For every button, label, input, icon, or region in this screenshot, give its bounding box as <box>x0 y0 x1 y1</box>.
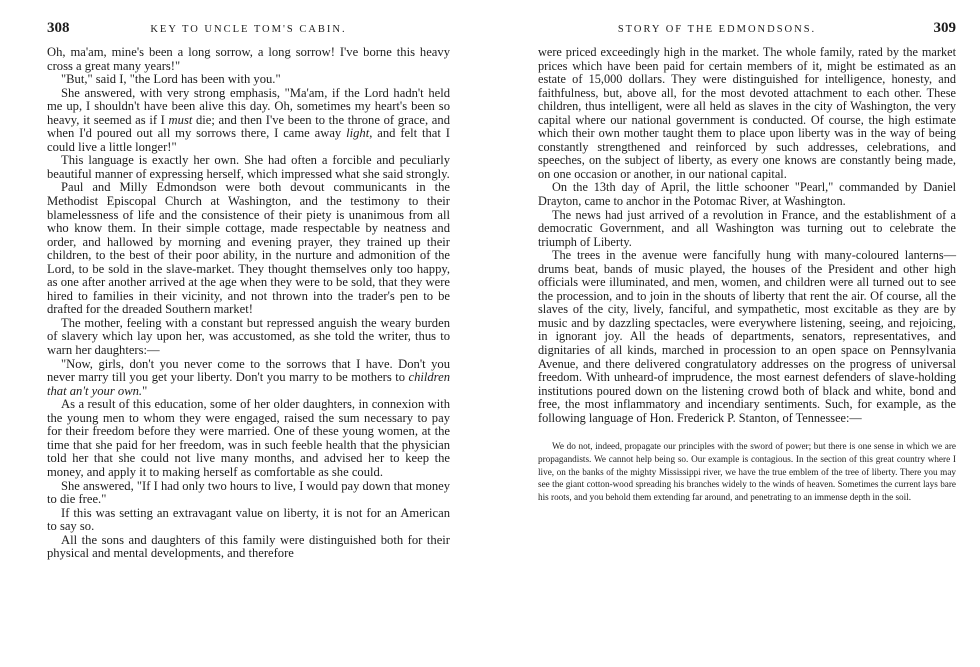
paragraph: If this was setting an extravagant value on liberty, it is not for an American to say so. <box>47 505 450 534</box>
right-page <box>490 0 980 667</box>
left-page-header <box>47 20 450 40</box>
paragraph: The mother, feeling with a constant but repressed anguish the weary burden of slavery which lay upon her, was accustomed, as she told the writer, thus to warn her daughters:— <box>47 315 450 358</box>
paragraph: Oh, ma'am, mine's been a long sorrow, a long sorrow! I've borne this heavy cross a great many years!" <box>47 45 450 73</box>
quotation-text: We do not, indeed, propagate our principles with the sword of power; but there is one sense in which we are propagandists. We cannot help being so. Our example is contagious. In the section of this great country where I live, on the banks of the mighty Mississippi river, we have the true emblem of the tree of liberty. There you may see the giant cotton-wood spreading his branches widely to the winds of heaven. Sometimes the current lays bare his roots, and you behold them extending far around, and penetrating to an immense depth in the soil. <box>538 441 956 503</box>
block-quotation <box>538 440 956 504</box>
paragraph: The trees in the avenue were fancifully hung with many-coloured lanterns—drums beat, bands of music played, the houses of the President and other high officials were illuminated, and men, women, and children were all turned out to see the procession, and to join in the shouts of liberty that rent the air. Of course, all the slaves of the city, lively, fanciful, and sympathetic, most excitable as they are by music and by dazzling spectacles, were everywhere listening, seeing, and rejoicing, in ignorant joy. All the heads of departments, senators, representatives, and dignitaries of all kinds, marched in procession to an open space on Pennsylvania Avenue, and there delivered congratulatory addresses on the progress of universal freedom. With unheard-of imprudence, the most earnest defenders of slave-holding institutions poured down on the listening crowd both of black and white, bond and free, the most inflammatory and incendiary sentiments. Such, for example, as the following language of Hon. Frederick P. Stanton, of Tennessee:— <box>538 248 956 425</box>
right-page-header <box>538 20 956 40</box>
paragraph: were priced exceedingly high in the market. The whole family, rated by the market prices which have been paid for certain members of it, might be estimated as an estate of 15,000 dollars. They were distinguished for intelligence, honesty, and faithfulness, but, above all, for the most devoted attachment to each other. These children, thus intelligent, were all held as slaves in the city of Washington, the very capital where our national government is conducted. Of course, the high estimate which their own mother taught them to place upon liberty was in the way of being constantly strengthened and reinforced by such addresses, celebrations, and speeches, on the subject of liberty, as every one knows are constantly being made, on one occasion or another, in our national capital. <box>538 45 956 181</box>
paragraph: She answered, with very strong emphasis, "Ma'am, if the Lord hadn't held me up, I shouldn't have been alive this day. Oh, sometimes my heart's been so heavy, it seemed as if I must die; and then I've been to the throne of grace, and when I'd poured out all my sorrows there, I came away light, and felt that I could live a little longer!" <box>47 85 450 154</box>
paragraph: All the sons and daughters of this family were distinguished both for their physical and mental developments, and therefore <box>47 532 450 561</box>
paragraph: As a result of this education, some of her older daughters, in connexion with the young men to whom they were engaged, raised the sum necessary to pay for their freedom before they were married. One of these young women, at the time that she paid for her freedom, was in such feeble health that the physician told her that she could not live many months, and advised her to keep the money, and apply it to making herself as comfortable as she could. <box>47 397 450 479</box>
left-running-title: KEY TO UNCLE TOM'S CABIN. <box>150 24 347 35</box>
paragraph: The news had just arrived of a revolution in France, and the establishment of a democratic Government, and all Washington was turning out to celebrate the triumph of Liberty. <box>538 207 956 249</box>
paragraph: On the 13th day of April, the little schooner "Pearl," commanded by Daniel Drayton, came to anchor in the Potomac River, at Washington. <box>538 180 956 209</box>
right-running-title: STORY OF THE EDMONDSONS. <box>617 24 817 35</box>
paragraph: Paul and Milly Edmondson were both devout communicants in the Methodist Episcopal Church at Washington, and the testimony to their blamelessness of life and the consistence of their piety is unanimous from all who know them. In their simple cottage, made respectable by neatness and order, and hallowed by morning and evening prayer, they trained up their children, to the best of their poor ability, in the nurture and admonition of the Lord, to be sold in the slave-market. They thought themselves only too happy, as one after another arrived at the age when they were to be sold, that they were hired to families in their vicinity, and not thrown into the trader's pen to be drafted for the dreaded Southern market! <box>47 180 450 317</box>
left-page-body <box>47 46 450 561</box>
right-page-number: 309 <box>933 20 956 36</box>
paragraph: "But," said I, "the Lord has been with you." <box>61 72 281 87</box>
right-page-body <box>538 46 956 425</box>
paragraph: She answered, "If I had only two hours to live, I would pay down that money to die free." <box>47 478 450 507</box>
paragraph: "Now, girls, don't you never come to the sorrows that I have. Don't you never marry till you get your liberty. Don't you marry to be mothers to children that an't your own." <box>47 356 450 398</box>
left-page-number: 308 <box>47 20 70 36</box>
paragraph: This language is exactly her own. She had often a forcible and peculiarly beautiful manner of expressing herself, which impressed what she said strongly. <box>47 153 450 181</box>
